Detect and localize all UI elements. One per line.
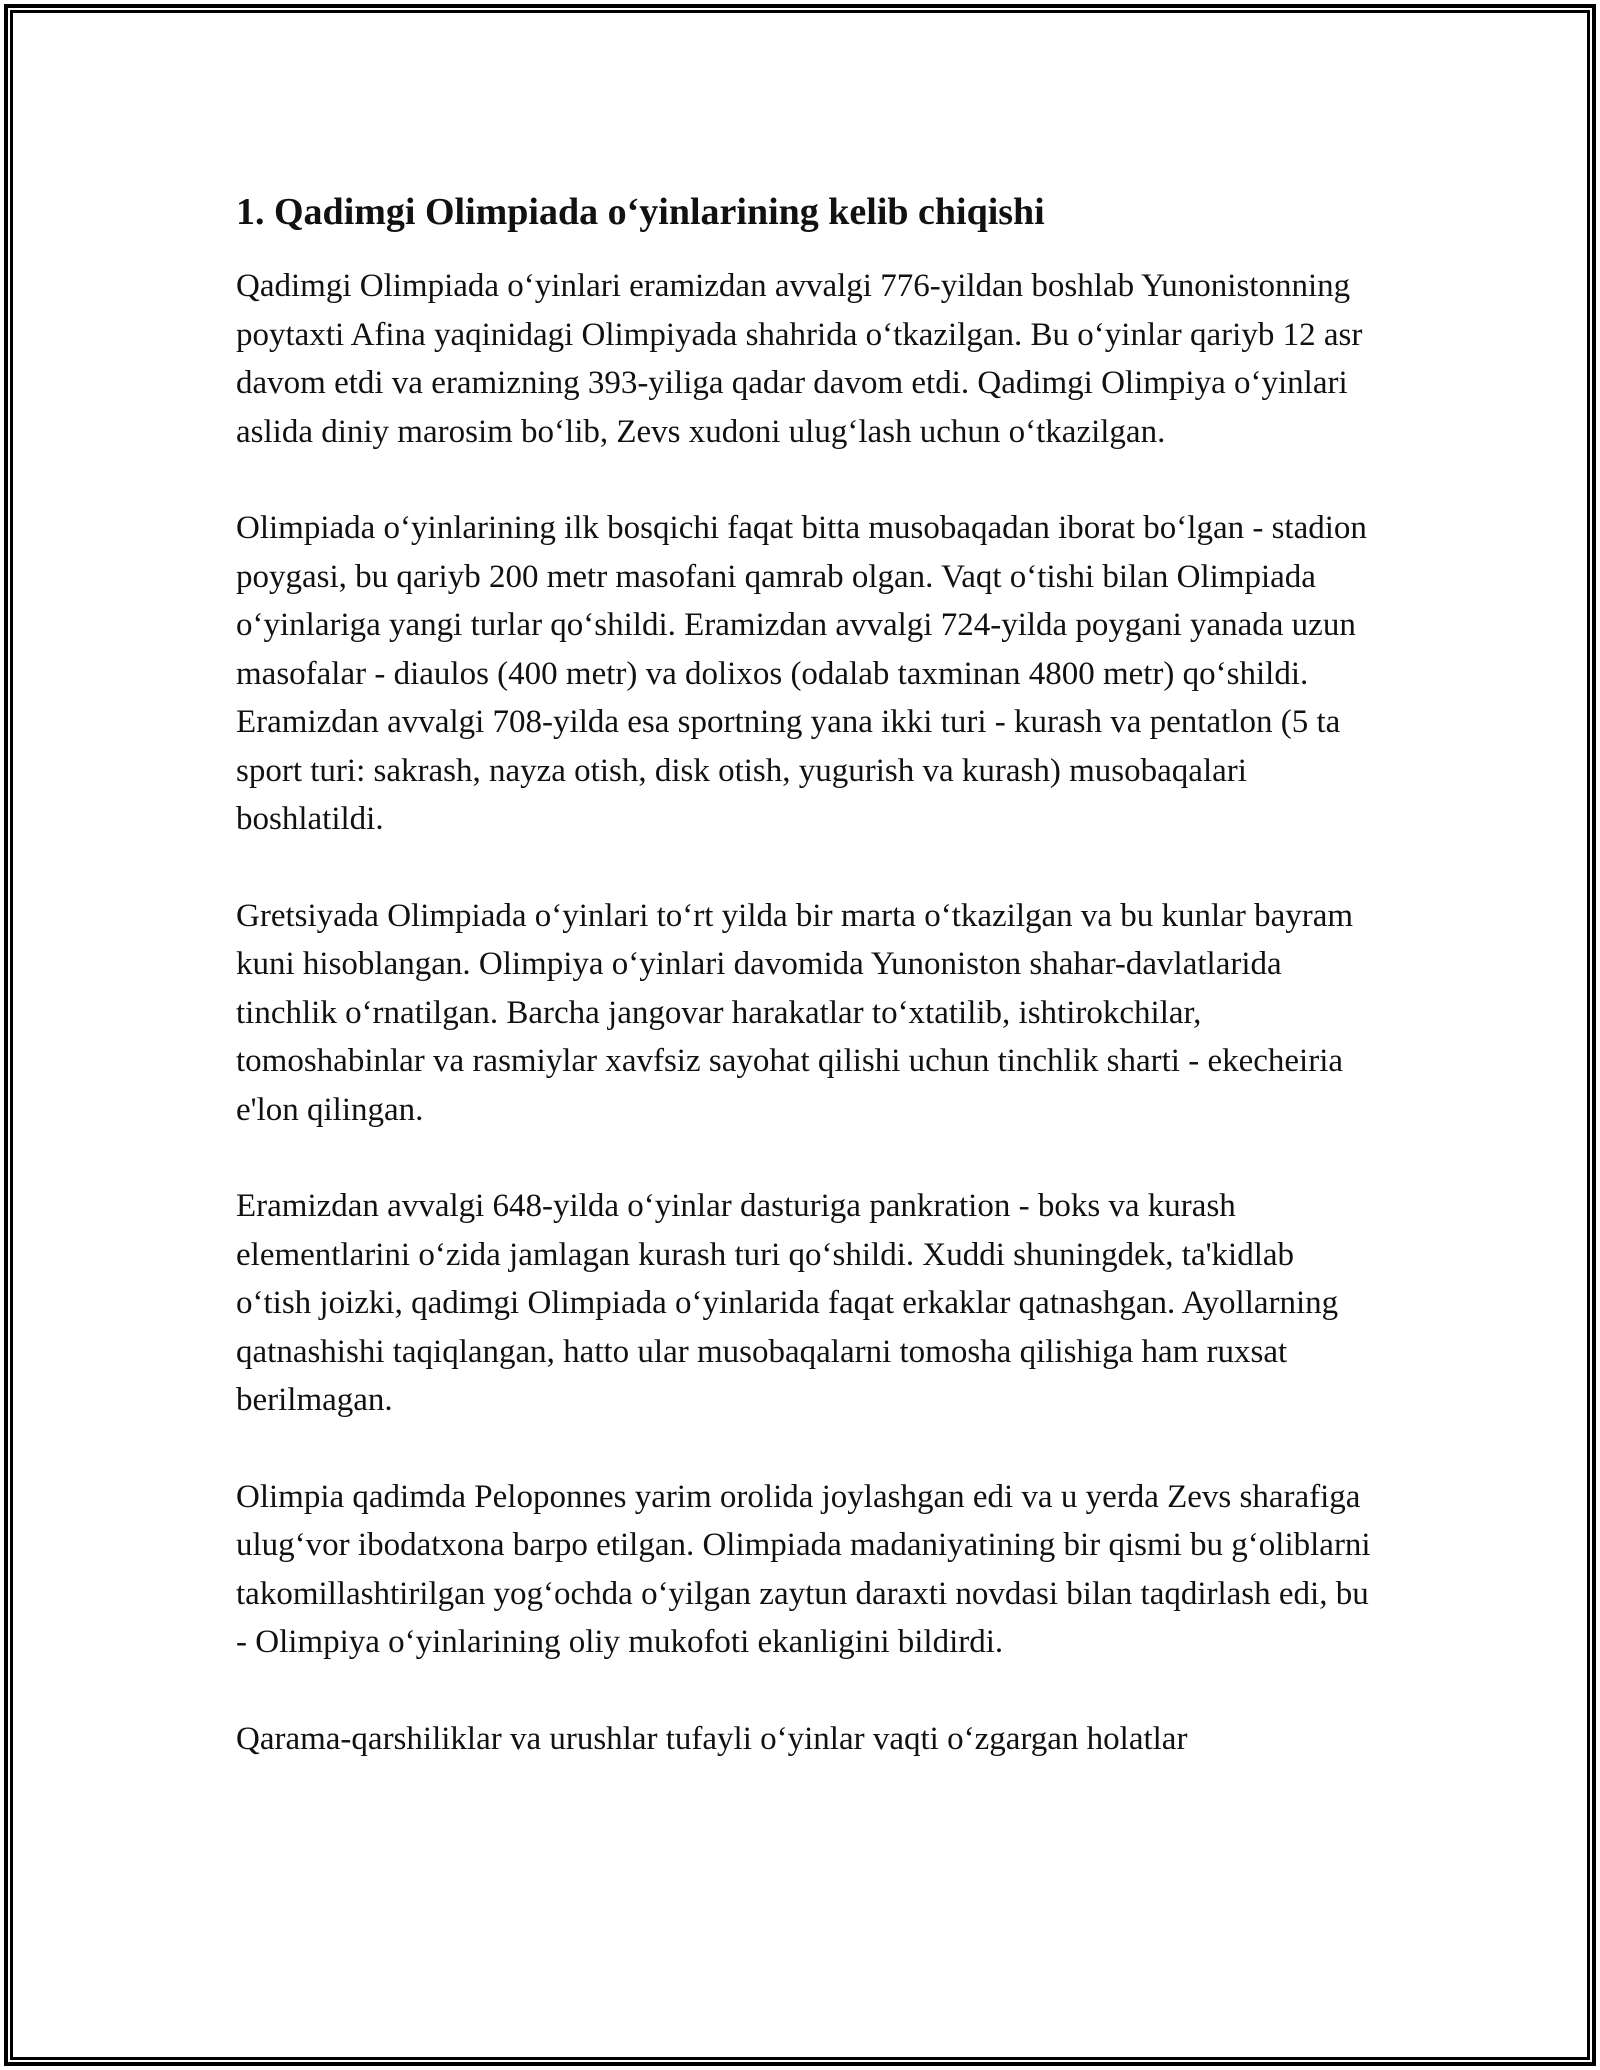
paragraph-pankration: Eramizdan avvalgi 648-yilda o‘yinlar dasturiga pankration - boks va kurash elementlarini o‘zida jamlagan kurash turi qo‘shildi. Xuddi shuningdek, ta'kidlab o‘tish joizki, qadimgi Olimpiada o‘yinlarida faqat erkaklar qatnashgan. Ayollarning qatnashishi taqiqlangan, hatto ular musobaqalarni tomosha qilishiga ham ruxsat berilmagan. — [236, 1188, 1339, 1418]
paragraph-conflicts: Qarama-qarshiliklar va urushlar tufayli o‘yinlar vaqti o‘zgargan holatlar — [236, 1720, 1188, 1757]
document-body — [236, 186, 1376, 1763]
paragraph-truce: Gretsiyada Olimpiada o‘yinlari to‘rt yilda bir marta o‘tkazilgan va bu kunlar bayram kuni hisoblangan. Olimpiya o‘yinlari davomida Yunoniston shahar-davlatlarida tinchlik o‘rnatilgan. Barcha jangovar harakatlar to‘xtatilib, ishtirokchilar, tomoshabinlar va rasmiylar xavfsiz sayohat qilishi uchun tinchlik sharti - ekecheiria e'lon qilingan. — [236, 897, 1354, 1128]
paragraph-olympia: Olimpia qadimda Peloponnes yarim orolida joylashgan edi va u yerda Zevs sharafiga ulug‘vor ibodatxona barpo etilgan. Olimpiada madaniyatining bir qismi bu g‘oliblarni takomillashtirilgan yog‘ochda o‘yilgan zaytun daraxti novdasi bilan taqdirlash edi, bu - Olimpiya o‘yinlarining oliy mukofoti ekanligini bildirdi. — [236, 1478, 1371, 1660]
section-heading: 1. Qadimgi Olimpiada o‘yinlarining kelib chiqishi — [236, 191, 1045, 233]
paragraph-origins: Qadimgi Olimpiada o‘yinlari eramizdan avvalgi 776-yildan boshlab Yunonistonning poytaxti Afina yaqinidagi Olimpiyada shahrida o‘tkazilgan. Bu o‘yinlar qariyb 12 asr davom etdi va eramizning 393-yiliga qadar davom etdi. Qadimgi Olimpiya o‘yinlari aslida diniy marosim bo‘lib, Zevs xudoni ulug‘lash uchun o‘tkazilgan. — [236, 268, 1363, 450]
paragraph-events: Olimpiada o‘yinlarining ilk bosqichi faqat bitta musobaqadan iborat bo‘lgan - stadion poygasi, bu qariyb 200 metr masofani qamrab olgan. Vaqt o‘tishi bilan Olimpiada o‘yinlariga yangi turlar qo‘shildi. Eramizdan avvalgi 724-yilda poygani yanada uzun masofalar - diaulos (400 metr) va dolixos (odalab taxminan 4800 metr) qo‘shildi. Eramizdan avvalgi 708-yilda esa sportning yana ikki turi - kurash va pentatlon (5 ta sport turi: sakrash, nayza otish, disk otish, yugurish va kurash) musobaqalari boshlatildi. — [236, 510, 1367, 837]
